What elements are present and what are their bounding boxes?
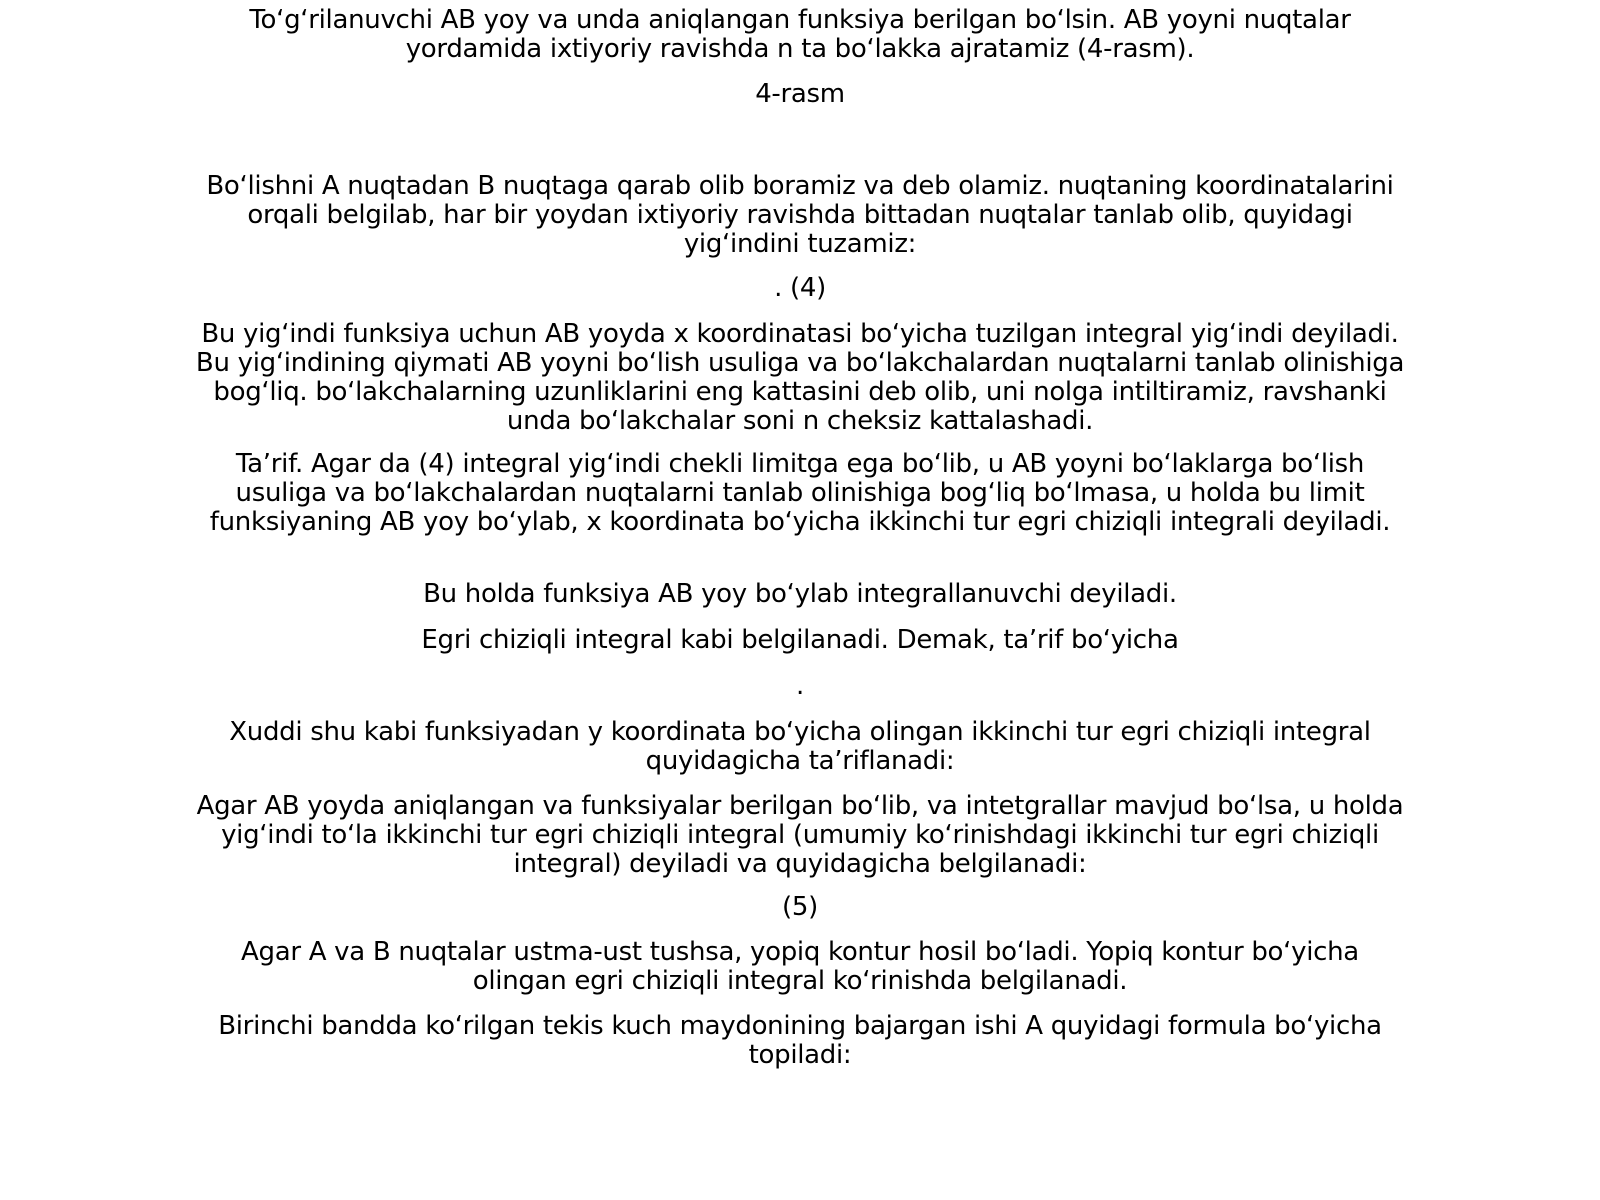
paragraph-full-integral: Agar AB yoyda aniqlangan va funksiyalar berilgan bo‘lib, va intetgrallar mavjud bo‘lsa, u holda yig‘indi to‘la ikkinchi tur egri chiziqli integral (umumiy ko‘rinishdagi ikkinchi tur egri chiziqli integral) deyiladi va quyidagicha belgilanadi: — [196, 791, 1404, 879]
paragraph-work-formula: Birinchi bandda ko‘rilgan tekis kuch maydonining bajargan ishi A quyidagi formula bo‘yicha topiladi: — [218, 1011, 1382, 1070]
paragraph-intro: To‘g‘rilanuvchi AB yoy va unda aniqlangan funksiya berilgan bo‘lsin. AB yoyni nuqtalar yordamida ixtiyoriy ravishda n ta bo‘lakka ajratamiz (4-rasm). — [249, 5, 1351, 64]
figure-caption: 4-rasm — [755, 79, 845, 109]
formula-definition: . — [796, 671, 804, 701]
paragraph-definition: Ta’rif. Agar da (4) integral yig‘indi chekli limitga ega bo‘lib, u AB yoyni bo‘laklarga bo‘lish usuliga va bo‘lakchalardan nuqtalarni tanlab olinishiga bog‘liq bo‘lmasa, u holda bu limit funksiyaning AB yoy bo‘ylab, x koordinata bo‘yicha ikkinchi tur egri chiziqli integrali deyiladi. — [209, 449, 1391, 537]
paragraph-integrable: Bu holda funksiya AB yoy bo‘ylab integrallanuvchi deyiladi. — [423, 579, 1177, 609]
paragraph-y-coordinate: Xuddi shu kabi funksiyadan y koordinata bo‘yicha olingan ikkinchi tur egri chiziqli integral quyidagicha ta’riflanadi: — [229, 717, 1371, 776]
formula-4-label: . (4) — [774, 273, 826, 303]
formula-5-label: (5) — [782, 892, 818, 922]
paragraph-integral-sum: Bu yig‘indi funksiya uchun AB yoyda x koordinatasi bo‘yicha tuzilgan integral yig‘indi deyiladi. Bu yig‘indining qiymati AB yoyni bo‘lish usuliga va bo‘lakchalardan nuqtalarni tanlab olinishiga bog‘liq. bo‘lakchalarning uzunliklarini eng kattasini deb olib, uni nolga intiltiramiz, ravshanki unda bo‘lakchalar soni n cheksiz kattalashadi. — [195, 319, 1405, 436]
paragraph-notation: Egri chiziqli integral kabi belgilanadi. Demak, ta’rif bo‘yicha — [421, 625, 1179, 655]
paragraph-partition: Bo‘lishni A nuqtadan B nuqtaga qarab olib boramiz va deb olamiz. nuqtaning koordinatalarini orqali belgilab, har bir yoydan ixtiyoriy ravishda bittadan nuqtalar tanlab olib, quyidagi yig‘indini tuzamiz: — [206, 171, 1394, 259]
paragraph-closed-contour: Agar A va B nuqtalar ustma-ust tushsa, yopiq kontur hosil bo‘ladi. Yopiq kontur bo‘yicha olingan egri chiziqli integral ko‘rinishda belgilanadi. — [241, 937, 1359, 996]
